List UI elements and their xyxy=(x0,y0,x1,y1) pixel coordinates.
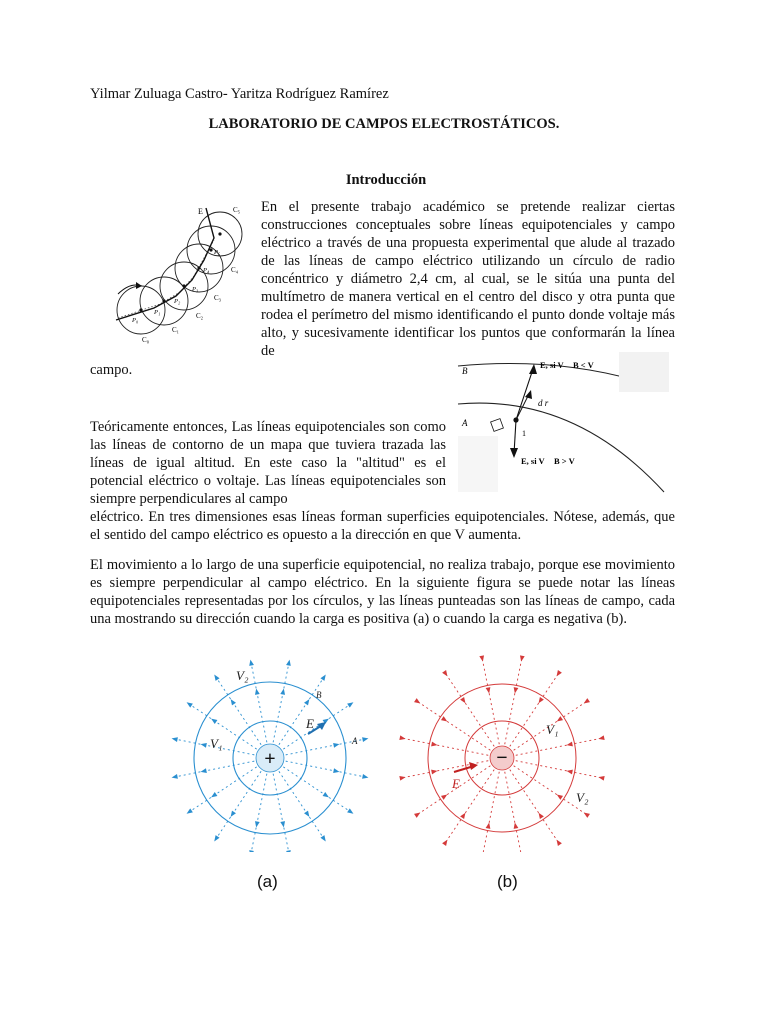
field-line xyxy=(189,704,257,750)
label-b: B xyxy=(462,366,468,376)
field-line xyxy=(174,761,254,777)
label-e: E xyxy=(198,207,203,216)
field-line-arrow xyxy=(598,776,604,781)
field-line-arrow xyxy=(486,823,491,829)
label-c2: C₂ xyxy=(196,312,204,320)
field-line-arrow xyxy=(567,742,573,747)
figure-a-caption: (a) xyxy=(257,872,278,891)
field-line-arrow xyxy=(304,699,309,705)
authors-line: Yilmar Zuluaga Castro- Yaritza Rodríguez Ramírez xyxy=(90,86,389,102)
field-line-arrow xyxy=(211,719,217,724)
label-p4: P₄ xyxy=(203,267,210,274)
label-c4: C₄ xyxy=(231,266,239,274)
field-line-construction-figure xyxy=(96,198,258,346)
field-line xyxy=(505,656,523,744)
field-line-arrow xyxy=(584,813,590,818)
label-dr: d r xyxy=(538,398,549,408)
field-line xyxy=(482,656,500,744)
field-line-arrow xyxy=(399,735,405,740)
field-line xyxy=(216,677,262,745)
field-line xyxy=(273,774,289,852)
field-line-arrow xyxy=(442,670,447,676)
label-up-e: E, si V xyxy=(540,360,564,370)
field-line xyxy=(516,761,604,779)
field-line-arrow xyxy=(557,795,563,800)
field-line-arrow xyxy=(399,776,405,781)
field-line-arrow xyxy=(514,823,519,829)
label-p2: P₂ xyxy=(174,298,181,305)
field-line-arrow xyxy=(249,660,254,666)
label-p3: P₃ xyxy=(192,286,199,293)
field-line xyxy=(516,738,604,756)
intro-paragraph-tail: campo. xyxy=(90,362,133,378)
label-v2: V₂ xyxy=(236,668,249,683)
field-line-arrow xyxy=(557,716,563,721)
document-title: LABORATORIO DE CAMPOS ELECTROSTÁTICOS. xyxy=(208,116,560,132)
field-line-arrow xyxy=(214,835,219,841)
field-line-arrow xyxy=(557,840,562,846)
field-line xyxy=(400,738,488,756)
field-line-arrow xyxy=(201,743,207,748)
label-v1: V₁ xyxy=(546,722,559,737)
field-line xyxy=(416,700,491,750)
field-line-arrow xyxy=(304,811,309,817)
label-p1: P₁ xyxy=(154,309,161,316)
field-line-arrow xyxy=(431,742,437,747)
field-line-arrow xyxy=(460,697,465,703)
field-line-arrow xyxy=(584,698,590,703)
field-line-arrow xyxy=(441,795,447,800)
label-e-vector: E xyxy=(452,776,460,791)
field-line-arrow xyxy=(362,774,368,779)
field-line xyxy=(251,662,267,742)
field-line-arrow xyxy=(520,655,525,661)
label-p0: P₀ xyxy=(132,317,139,324)
figure-b-caption: (b) xyxy=(497,872,518,891)
field-line xyxy=(216,771,262,839)
field-line xyxy=(279,771,325,839)
field-line xyxy=(444,672,494,747)
field-line-arrow xyxy=(333,768,339,773)
positive-charge-symbol: + xyxy=(264,748,276,770)
field-line-arrow xyxy=(567,770,573,775)
field-line-arrow xyxy=(414,813,420,818)
field-line-arrow xyxy=(255,821,260,827)
field-line-arrow xyxy=(280,821,285,827)
field-line xyxy=(400,761,488,779)
field-line-arrow xyxy=(323,792,329,797)
field-line-arrow xyxy=(320,675,325,681)
field-line-arrow xyxy=(320,835,325,841)
field-line-arrow xyxy=(172,737,178,742)
label-down-condition: B > V xyxy=(554,456,575,466)
field-line-arrow xyxy=(514,687,519,693)
field-line-arrow xyxy=(231,699,236,705)
field-line-arrow xyxy=(362,737,368,742)
label-c1: C₁ xyxy=(172,326,180,334)
label-a: A xyxy=(462,418,468,428)
movement-paragraph: El movimiento a lo largo de una superficie equipotencial, no realiza trabajo, porque ese movimiento es siempre perpendicular al campo eléctrico. En la siguiente figura se puede notar las líneas equipotenciales representadas por los círculos, y las líneas punteadas son las líneas de campo, cada una mostrando su dirección cuando la carga es positiva (a) o cuando la carga es negativa (b). xyxy=(90,557,675,627)
field-line-arrow xyxy=(280,689,285,695)
field-line xyxy=(279,677,325,745)
field-line-arrow xyxy=(486,687,491,693)
field-line-arrow xyxy=(255,689,260,695)
field-line-arrow xyxy=(286,660,291,666)
field-line xyxy=(251,774,267,852)
equipotential-lines-figure xyxy=(454,346,676,502)
field-line-arrow xyxy=(187,808,193,813)
field-line-arrow xyxy=(172,774,178,779)
label-up-condition: B < V xyxy=(573,360,594,370)
theory-paragraph: Teóricamente entonces, Las líneas equipotenciales son como las líneas de contorno de un mapa que tuviera trazada las líneas de igual altitud. En este caso la "altitud" es el potencial eléctrico o voltaje. Las líneas equipotenciales son siempre perpendiculares al campo xyxy=(90,419,446,507)
section-heading-text: Introducción xyxy=(345,172,427,188)
field-line-arrow xyxy=(442,840,447,846)
label-c0: C₀ xyxy=(142,336,150,344)
label-v1: V₁ xyxy=(210,736,223,751)
label-p5: P₅ xyxy=(214,249,221,256)
negative-charge-figure xyxy=(394,652,608,852)
field-line-arrow xyxy=(286,850,291,852)
theory-paragraph-tail: eléctrico. En tres dimensiones esas líneas forman superficies equipotenciales. Nótese, además, que el sentido del campo eléctrico es opuesto a la dirección en que V aumenta. xyxy=(90,509,675,543)
label-v2: V₂ xyxy=(576,790,589,805)
field-line xyxy=(189,767,257,813)
label-c5: C₅ xyxy=(233,206,241,214)
intro-paragraph: En el presente trabajo académico se pretende realizar ciertas construcciones conceptuales sobre líneas equipotenciales y campo eléctrico a través de una propuesta experimental que alude al trazado de las líneas de campo eléctrico utilizando un círculo de radio concéntrico y diámetro 2,4 cm, al cual, se le sitúa una punta del multímetro de manera vertical en el centro del disco y otra punta que rodea el perímetro del mismo identificando el punto donde voltaje más alto, y sucesivamente identificar los puntos que conformarán la línea de xyxy=(261,199,675,359)
field-line-arrow xyxy=(231,811,236,817)
section-heading xyxy=(0,172,768,189)
label-down-e: E, si V xyxy=(521,456,545,466)
field-line-arrow xyxy=(598,735,604,740)
field-line xyxy=(283,767,351,813)
label-point-a: A xyxy=(352,736,358,746)
field-line-arrow xyxy=(214,675,219,681)
field-line xyxy=(505,772,523,852)
field-line xyxy=(273,662,289,742)
negative-charge-symbol: − xyxy=(496,747,508,769)
label-e-vector: E xyxy=(306,716,314,731)
field-line-arrow xyxy=(201,768,207,773)
field-line-arrow xyxy=(539,697,544,703)
field-line-arrow xyxy=(347,808,353,813)
field-line-arrow xyxy=(460,813,465,819)
field-line xyxy=(510,770,560,845)
field-line-arrow xyxy=(441,716,447,721)
field-line-arrow xyxy=(557,670,562,676)
field-line-arrow xyxy=(414,698,420,703)
label-point-1: 1 xyxy=(522,429,526,438)
field-line-arrow xyxy=(347,702,353,707)
field-line-arrow xyxy=(431,770,437,775)
field-line-arrow xyxy=(187,702,193,707)
field-line xyxy=(286,761,366,777)
label-point-b: B xyxy=(316,690,322,700)
field-line-arrow xyxy=(539,813,544,819)
field-line xyxy=(283,704,351,750)
field-line-arrow xyxy=(479,655,484,661)
field-line-arrow xyxy=(333,743,339,748)
field-line-arrow xyxy=(211,792,217,797)
field-line xyxy=(482,772,500,852)
label-c3: C₃ xyxy=(214,294,222,302)
positive-charge-figure xyxy=(170,652,370,852)
field-line-arrow xyxy=(249,850,254,852)
